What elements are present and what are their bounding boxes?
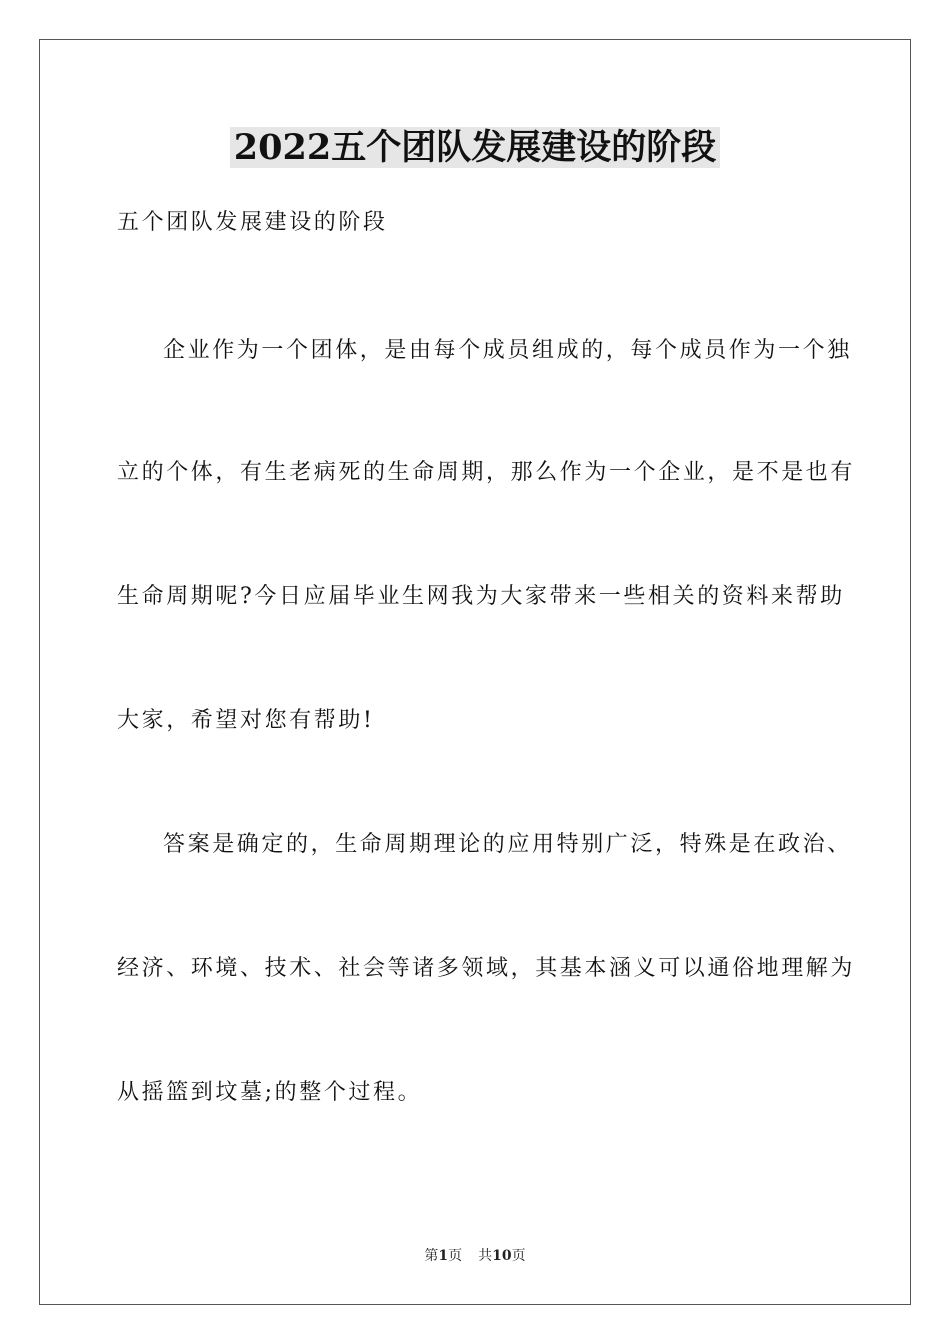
- total-prefix: 共: [478, 1248, 493, 1264]
- subtitle-line: 五个团队发展建设的阶段: [117, 210, 388, 235]
- paragraph-line: 企业作为一个团体，是由每个成员组成的，每个成员作为一个独: [163, 338, 852, 363]
- page-number: 1: [438, 1248, 449, 1264]
- paragraph-line: 立的个体，有生老病死的生命周期，那么作为一个企业，是不是也有: [117, 460, 856, 485]
- page-footer: [0, 1247, 950, 1265]
- paragraph-line: 大家，希望对您有帮助!: [117, 708, 375, 733]
- total-suffix: 页: [511, 1248, 526, 1264]
- paragraph-line: 经济、环境、技术、社会等诸多领域，其基本涵义可以通俗地理解为: [117, 956, 856, 981]
- page-prefix: 第: [424, 1248, 439, 1264]
- paragraph-line: 答案是确定的，生命周期理论的应用特别广泛，特殊是在政治、: [163, 832, 852, 857]
- page-suffix: 页: [448, 1248, 463, 1264]
- paragraph-line: 生命周期呢?今日应届毕业生网我为大家带来一些相关的资料来帮助: [117, 584, 845, 609]
- paragraph-line: 从摇篮到坟墓;的整个过程。: [117, 1080, 423, 1105]
- document-title: [0, 126, 950, 170]
- total-pages: 10: [492, 1248, 512, 1264]
- document-title-text: 2022五个团队发展建设的阶段: [230, 127, 720, 168]
